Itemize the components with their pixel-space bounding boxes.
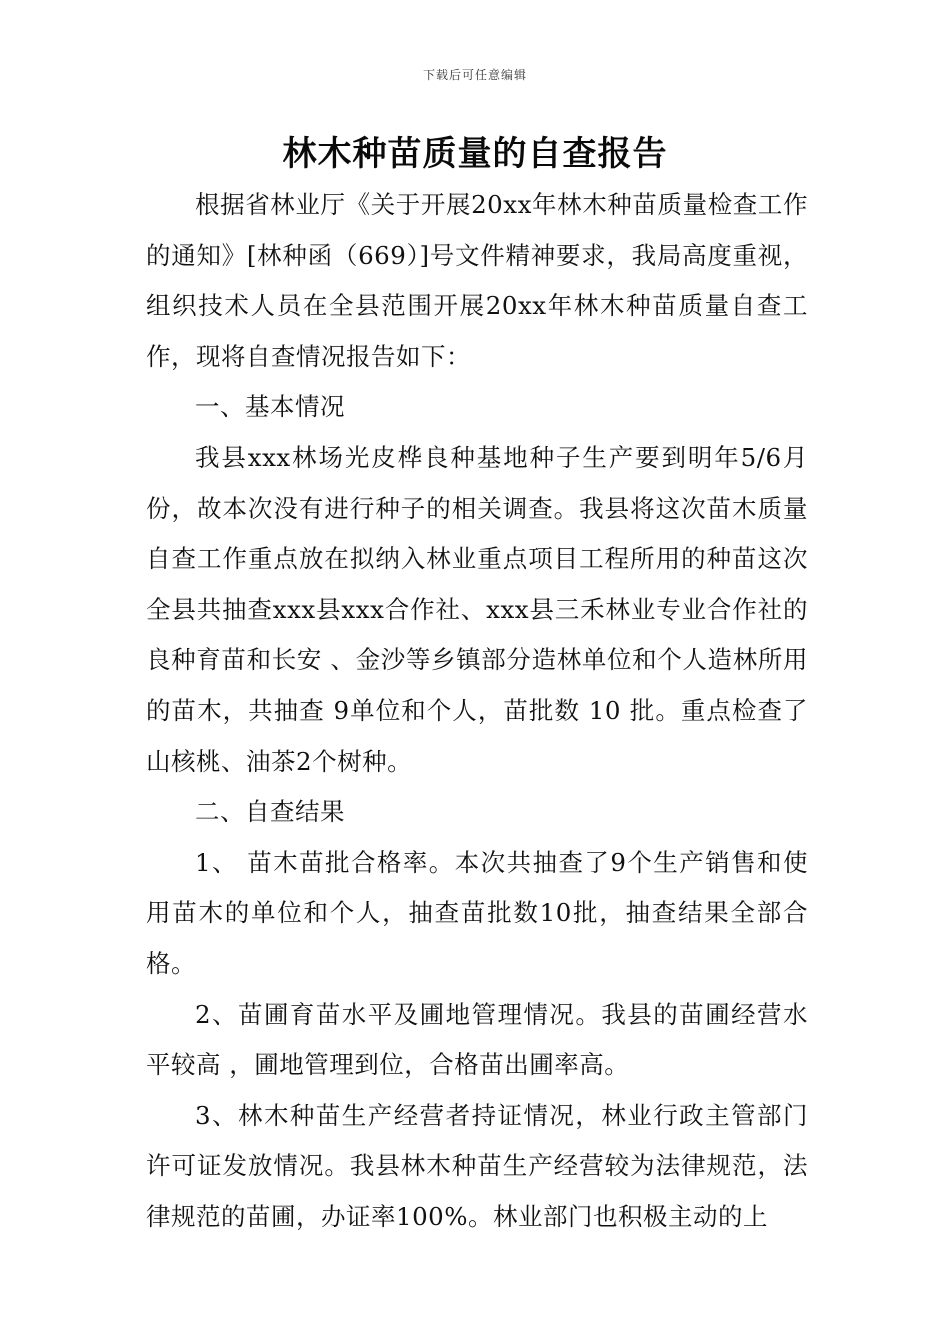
header-note: 下载后可任意编辑 <box>422 68 527 82</box>
document-title: 林木种苗质量的自查报告 <box>282 134 668 174</box>
intro-paragraph: 根据省林业厅《关于开展20xx年林木种苗质量检查工作的通知》[林种函（669）]号文件精神要求，我局高度重视， 组织技术人员在全县范围开展20xx年林木种苗质量自查工作，现将自查情况报告如下： <box>146 190 808 371</box>
document-body <box>146 180 808 1242</box>
result-item-3: 3、林木种苗生产经营者持证情况，林业行政主管部门许可证发放情况。我县林木种苗生产经营较为法律规范，法律规范的苗圃，办证率100%。林业部门也积极主动的上 <box>146 1100 808 1231</box>
section-heading-results: 二、自查结果 <box>195 797 345 827</box>
section-heading-basic-info: 一、基本情况 <box>195 392 345 422</box>
result-item-2: 2、苗圃育苗水平及圃地管理情况。我县的苗圃经营水平较高 ，圃地管理到位，合格苗出圃率高。 <box>146 999 808 1080</box>
basic-info-paragraph: 我县xxx林场光皮桦良种基地种子生产要到明年5/6月份，故本次没有进行种子的相关调查。我县将这次苗木质量自查工作重点放在拟纳入林业重点项目工程所用的种苗这次全县共抽查xxx县xxx合作社、xxx县三禾林业专业合作社的良种育苗和长安 、金沙等乡镇部分造林单位和个人造林所用的苗木，共抽查 9单位和个人，苗批数 10 批。重点检查了山核桃、油茶2个树种。 <box>146 442 808 776</box>
result-item-1: 1、 苗木苗批合格率。本次共抽查了9个生产销售和使用苗木的单位和个人，抽查苗批数10批，抽查结果全部合格。 <box>146 847 808 978</box>
